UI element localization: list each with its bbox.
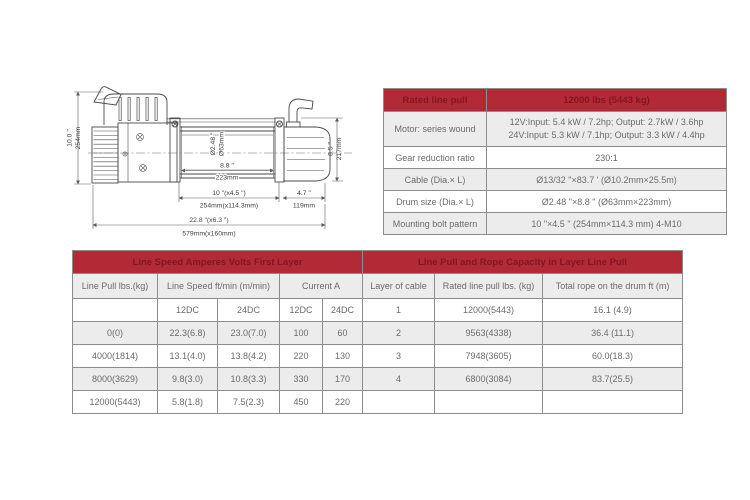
- table-row: [73, 299, 683, 322]
- table-cell: 16.1 (4.9): [543, 299, 683, 322]
- spec-label: Gear reduction ratio: [384, 147, 487, 169]
- dim-overall-len-in: 22.8 "(x6.3 "): [189, 217, 229, 224]
- dim-drum-dia-mm: Ø63mm: [218, 131, 226, 157]
- table-cell: 13.8(4.2): [218, 345, 280, 368]
- spec-row-drum: [384, 191, 727, 213]
- col-header: Line Speed ft/min (m/min): [158, 274, 280, 299]
- table-cell: 9.8(3.0): [158, 368, 218, 391]
- dim-clutch-len-in: 4.7 ": [297, 190, 311, 197]
- clutch-housing: [284, 127, 330, 181]
- spec-value-line: 24V:Input: 5.3 kW / 7.1hp; Output: 3.3 kW / 4.4hp: [508, 130, 705, 140]
- table-cell: 83.7(25.5): [543, 368, 683, 391]
- table-cell: 2: [363, 322, 435, 345]
- spec-row-cable: [384, 169, 727, 191]
- table-cell: [543, 391, 683, 414]
- table-cell: 7948(3605): [435, 345, 543, 368]
- table-cell: 1: [363, 299, 435, 322]
- table-cell: 220: [280, 345, 323, 368]
- spec-table: [383, 88, 727, 235]
- perf-colhead-row: [73, 274, 683, 299]
- spec-row-gear: [384, 147, 727, 169]
- dim-overall-height-mm: 254mm: [75, 126, 82, 150]
- spec-header-value: 12000 lbs (5443 kg): [487, 89, 727, 112]
- table-cell: [73, 299, 158, 322]
- control-box-slots: [119, 98, 157, 121]
- table-cell: 12000(5443): [73, 391, 158, 414]
- table-cell: 4: [363, 368, 435, 391]
- dim-drum-dia-in: Ø2.48 ": [210, 132, 217, 156]
- dim-body-height-in: 8.5 ": [327, 142, 335, 156]
- col-header: Rated line pull lbs. (kg): [435, 274, 543, 299]
- col-header: Layer of cable: [363, 274, 435, 299]
- dim-overall-len-mm: 579mm(x160mm): [182, 230, 236, 238]
- dim-drum-len-in: 8.8 ": [220, 162, 234, 170]
- table-cell: 130: [323, 345, 363, 368]
- elbow-pipe: [287, 99, 314, 127]
- spec-header-label: Rated line pull: [384, 89, 487, 112]
- table-row: [73, 322, 683, 345]
- winch-diagram: [60, 78, 370, 248]
- table-cell: 7.5(2.3): [218, 391, 280, 414]
- table-cell: 10.8(3.3): [218, 368, 280, 391]
- dim-body-height-mm: 217mm: [336, 137, 343, 161]
- table-row: [73, 368, 683, 391]
- spec-row-mounting: [384, 213, 727, 235]
- table-cell: 5.8(1.8): [158, 391, 218, 414]
- col-header: Total rope on the drum ft (m): [543, 274, 683, 299]
- spec-row-motor: [384, 112, 727, 147]
- table-cell: 12DC: [158, 299, 218, 322]
- table-cell: 6800(3084): [435, 368, 543, 391]
- performance-table: [72, 250, 683, 414]
- table-row: [73, 345, 683, 368]
- table-cell: 9563(4338): [435, 322, 543, 345]
- dim-bolt-mm: 254mm(x114.3mm): [199, 202, 259, 210]
- bolt-symbols: [123, 134, 146, 172]
- table-cell: 36.4 (11.1): [543, 322, 683, 345]
- spec-value: [487, 112, 727, 147]
- dim-clutch-len-mm: 119mm: [292, 202, 316, 210]
- spec-label: Mounting bolt pattern: [384, 213, 487, 235]
- spec-value: 230:1: [487, 147, 727, 169]
- table-cell: [363, 391, 435, 414]
- control-box: [104, 94, 167, 125]
- table-cell: 23.0(7.0): [218, 322, 280, 345]
- table-cell: 60.0(18.3): [543, 345, 683, 368]
- table-cell: 24DC: [218, 299, 280, 322]
- dim-drum-len-mm: 223mm: [215, 174, 239, 182]
- table-cell: 170: [323, 368, 363, 391]
- table-cell: 0(0): [73, 322, 158, 345]
- table-cell: [435, 391, 543, 414]
- spec-label: Motor: series wound: [384, 112, 487, 147]
- spec-label: Drum size (Dia.× L): [384, 191, 487, 213]
- table-cell: 60: [323, 322, 363, 345]
- right-flange: [275, 118, 284, 182]
- col-header: Current A: [280, 274, 363, 299]
- dim-overall-height-in: 10.0 ": [66, 129, 74, 147]
- spec-label: Cable (Dia.× L): [384, 169, 487, 191]
- table-cell: 8000(3629): [73, 368, 158, 391]
- perf-band-left: Line Speed Amperes Volts First Layer: [73, 251, 363, 274]
- table-cell: 100: [280, 322, 323, 345]
- spec-value-line: 12V:Input: 5.4 kW / 7.2hp; Output: 2.7kW / 3.6hp: [509, 116, 704, 127]
- spec-value: Ø2.48 "×8.8 " (Ø63mm×223mm): [487, 191, 727, 213]
- table-cell: 220: [323, 391, 363, 414]
- table-cell: 450: [280, 391, 323, 414]
- table-cell: 24DC: [323, 299, 363, 322]
- spec-value: 10 "×4.5 " (254mm×114.3 mm) 4-M10: [487, 213, 727, 235]
- table-cell: 12DC: [280, 299, 323, 322]
- table-cell: 330: [280, 368, 323, 391]
- table-row: [73, 391, 683, 414]
- left-flange: [170, 118, 180, 182]
- col-header: Line Pull lbs.(kg): [73, 274, 158, 299]
- spec-value: Ø13/32 "×83.7 ' (Ø10.2mm×25.5m): [487, 169, 727, 191]
- table-cell: 3: [363, 345, 435, 368]
- table-cell: 13.1(4.0): [158, 345, 218, 368]
- table-cell: 22.3(6.8): [158, 322, 218, 345]
- table-cell: 12000(5443): [435, 299, 543, 322]
- perf-band-row: [73, 251, 683, 274]
- perf-band-right: Line Pull and Rope Capacity in Layer Line Pull: [363, 251, 683, 274]
- dim-bolt-in: 10 "(x4.5 "): [212, 190, 246, 197]
- table-cell: 4000(1814): [73, 345, 158, 368]
- spec-header-row: [384, 89, 727, 112]
